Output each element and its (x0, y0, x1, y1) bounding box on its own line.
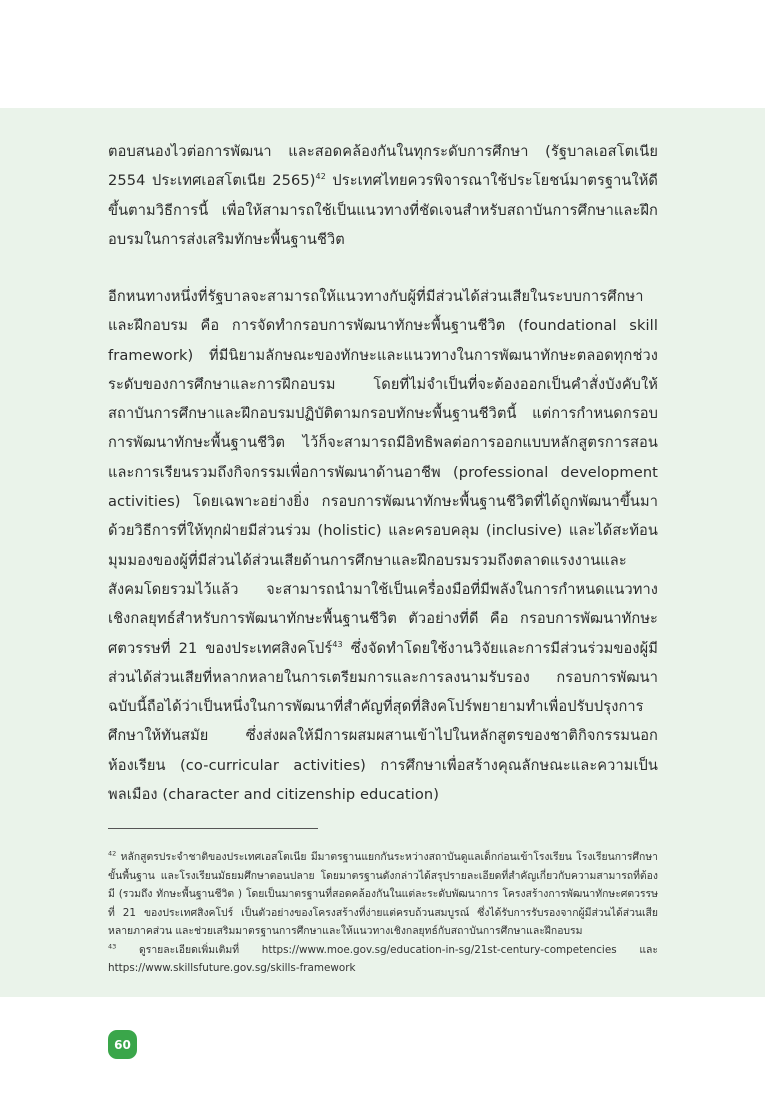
paragraph-2-text-a: อีกหนทางหนึ่งที่รัฐบาลจะสามารถให้แนวทางกับผู้ที่มีส่วนได้ส่วนเสียในระบบการศึกษาและฝึกอบรม คือ การจัดทำกรอบการพัฒนาทักษะพื้นฐานชีวิต (foundational skill framework) ที่มีนิยามลักษณะของทักษะและแนวทางในการพัฒนาทักษะตลอดทุกช่วงระดับของการศึกษาและการฝึกอบรม โดยที่ไม่จำเป็นที่จะต้องออกเป็นคำสั่งบังคับให้สถาบันการศึกษาและฝึกอบรมปฏิบัติตามกรอบทักษะพื้นฐานชีวิตนี้ แต่การกำหนดกรอบการพัฒนาทักษะพื้นฐานชีวิต ไว้ก็จะสามารถมีอิทธิพลต่อการออกแบบหลักสูตรการสอนและการเรียนรวมถึงกิจกรรมเพื่อการพัฒนาด้านอาชีพ (professional development activities) โดยเฉพาะอย่างยิ่ง กรอบการพัฒนาทักษะพื้นฐานชีวิตที่ได้ถูกพัฒนาขึ้นมาด้วยวิธีการที่ให้ทุกฝ่ายมีส่วนร่วม (holistic) และครอบคลุม (inclusive) และได้สะท้อนมุมมองของผู้ที่มีส่วนได้ส่วนเสียด้านการศึกษาและฝึกอบรมรวมถึงตลาดแรงงานและสังคมโดยรวมไว้แล้ว จะสามารถนำมาใช้เป็นเครื่องมือที่มีพลังในการกำหนดแนวทางเชิงกลยุทธ์สำหรับการพัฒนาทักษะพื้นฐานชีวิต ตัวอย่างที่ดี คือ กรอบการพัฒนาทักษะศตวรรษที่ 21 ของประเทศสิงคโปร์ (108, 288, 658, 657)
footnote-ref-43[interactable]: 43 (332, 639, 343, 649)
page-number: 60 (114, 1037, 131, 1052)
footnote-divider (108, 828, 318, 829)
paragraph-1-text (108, 137, 658, 254)
paragraph-1-text-a: ตอบสนองไวต่อการพัฒนา และสอดคล้องกันในทุกระดับการศึกษา (รัฐบาลเอสโตเนีย 2554 ประเทศเอสโตเนีย 2565) (108, 143, 658, 190)
footnote-ref-42[interactable]: 42 (315, 172, 326, 182)
footnote-42 (108, 848, 658, 941)
footnotes (108, 848, 658, 978)
page-number-badge (108, 1030, 137, 1059)
footnote-number: 43 (108, 942, 117, 951)
paragraph-2 (108, 282, 658, 809)
paragraph-1-text-b: ประเทศไทยควรพิจารณาใช้ประโยชน์มาตรฐานให้ดีขึ้นตามวิธีการนี้ เพื่อให้สามารถใช้เป็นแนวทางที่ชัดเจนสำหรับสถาบันการศึกษาและฝึกอบรมในการส่งเสริมทักษะพื้นฐานชีวิต (108, 172, 658, 248)
paragraph-1 (108, 137, 658, 254)
footnote-text: หลักสูตรประจำชาติของประเทศเอสโตเนีย มีมาตรฐานแยกกันระหว่างสถาบันดูแลเด็กก่อนเข้าโรงเรียน โรงเรียนการศึกษาขั้นพื้นฐาน และโรงเรียนมัธยมศึกษาตอนปลาย โดยมาตรฐานดังกล่าวได้สรุปรายละเอียดที่สำคัญเกี่ยวกับความสามารถที่ต้องมี (รวมถึง ทักษะพื้นฐานชีวิต ) โดยเป็นมาตรฐานที่สอดคล้องกันในแต่ละระดับพัฒนาการ โครงสร้างการพัฒนาทักษะศตวรรษที่ 21 ของประเทศสิงคโปร์ เป็นตัวอย่างของโครงสร้างที่ง่ายแต่ครบถ้วนสมบูรณ์ ซึ่งได้รับการรับรองจากผู้มีส่วนได้ส่วนเสียหลายภาคส่วน และช่วยเสริมมาตรฐานการศึกษาและให้แนวทางเชิงกลยุทธ์กับสถาบันการศึกษาและฝึกอบรม (108, 851, 658, 937)
footnote-number: 42 (108, 849, 117, 858)
footnote-text: ดูรายละเอียดเพิ่มเติมที่ https://www.moe.gov.sg/education-in-sg/21st-century-competencies และ https://www.skillsfuture.gov.sg/skills-framework (108, 943, 658, 974)
footnote-43 (108, 941, 658, 978)
paragraph-2-text (108, 282, 658, 809)
paragraph-2-text-b: ซึ่งจัดทำโดยใช้งานวิจัยและการมีส่วนร่วมของผู้มีส่วนได้ส่วนเสียที่หลากหลายในการเตรียมการและการลงนามรับรอง กรอบการพัฒนาฉบับนี้ถือได้ว่าเป็นหนึ่งในการพัฒนาที่สำคัญที่สุดที่สิงคโปร์พยายามทำเพื่อปรับปรุงการศึกษาให้ทันสมัย ซึ่งส่งผลให้มีการผสมผสานเข้าไปในหลักสูตรของชาติกิจกรรมนอกห้องเรียน (co-curricular activities) การศึกษาเพื่อสร้างคุณลักษณะและความเป็นพลเมือง (character and citizenship education) (108, 639, 658, 804)
